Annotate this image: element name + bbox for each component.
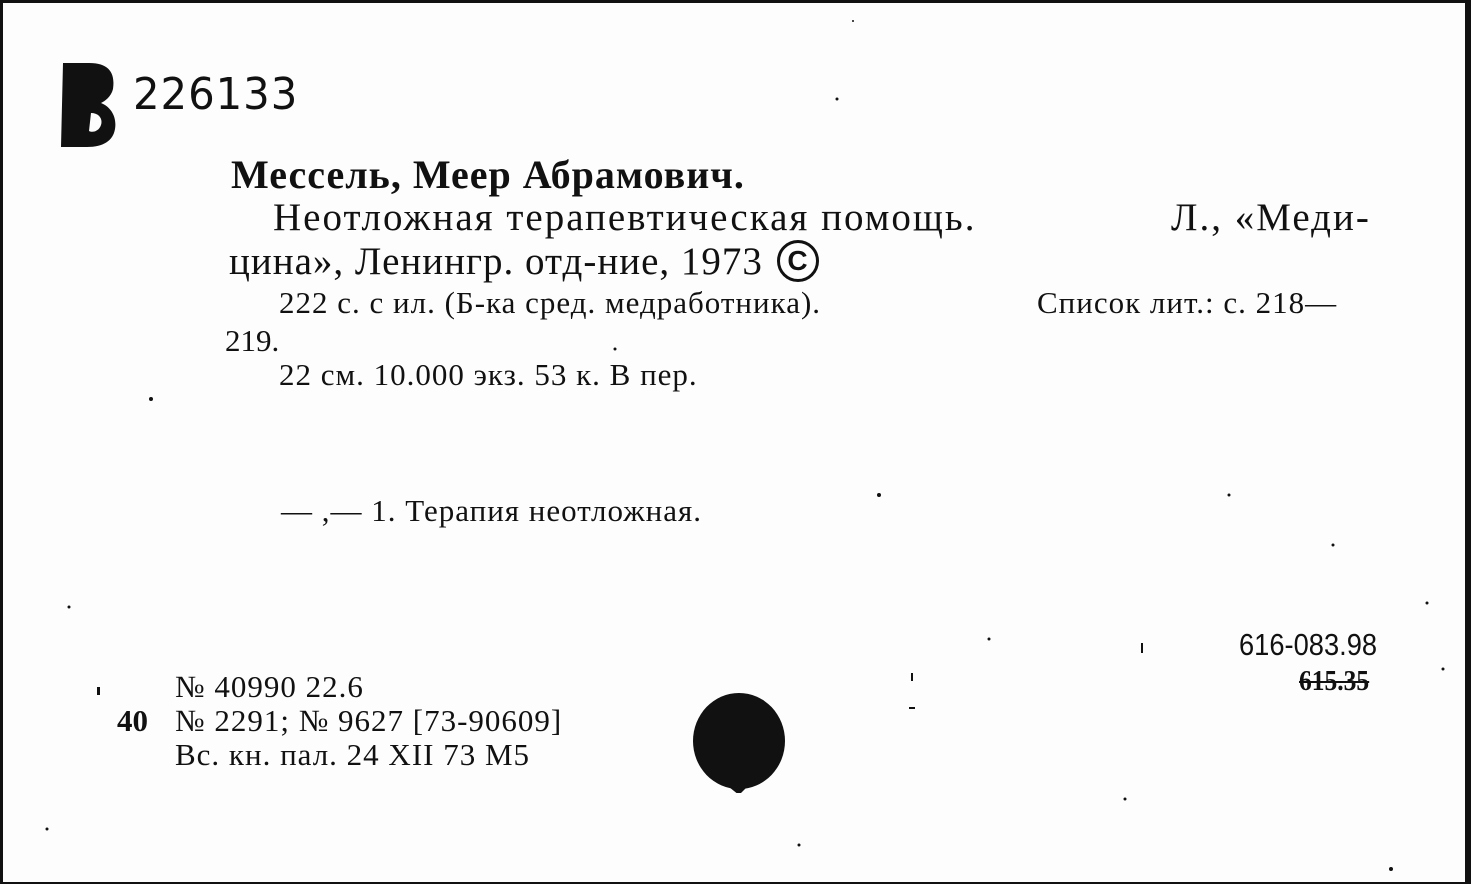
- library-stamp-b-icon: [59, 61, 117, 147]
- title-line-1: [273, 195, 1371, 240]
- references-text: Список лит.: с. 218—: [1037, 285, 1338, 320]
- subject-heading: — ,— 1. Терапия неотложная.: [281, 493, 702, 528]
- title-text: Неотложная терапевтическая помощь.: [273, 196, 977, 239]
- physical-description-line-2: 219.: [225, 323, 280, 358]
- pagination-text: 222 с. с ил. (Б-ка сред. медработника).: [279, 285, 822, 320]
- record-line-2: № 2291; № 9627 [73-90609]: [175, 703, 563, 738]
- publisher-text: Л., «Меди-: [1171, 196, 1371, 239]
- imprint-text: цина», Ленингр. отд-ние, 1973: [229, 240, 763, 283]
- udc-classification: 616-083.98: [1239, 627, 1378, 662]
- physical-description-line-3: 22 см. 10.000 экз. 53 к. В пер.: [279, 357, 698, 392]
- record-line-1: № 40990 22.6: [175, 669, 364, 704]
- inventory-number: 226133: [133, 69, 299, 120]
- udc-classification-struck: 615.35: [1299, 665, 1370, 697]
- record-line-3: Вс. кн. пал. 24 XII 73 М5: [175, 737, 531, 772]
- record-prefix: 40: [117, 703, 148, 738]
- author-heading: Мессель, Меер Абрамович.: [231, 152, 745, 197]
- ink-blot: [689, 691, 785, 793]
- physical-description-line-1: [279, 285, 1338, 321]
- copyright-icon: C: [777, 240, 819, 282]
- title-line-2: [229, 239, 819, 286]
